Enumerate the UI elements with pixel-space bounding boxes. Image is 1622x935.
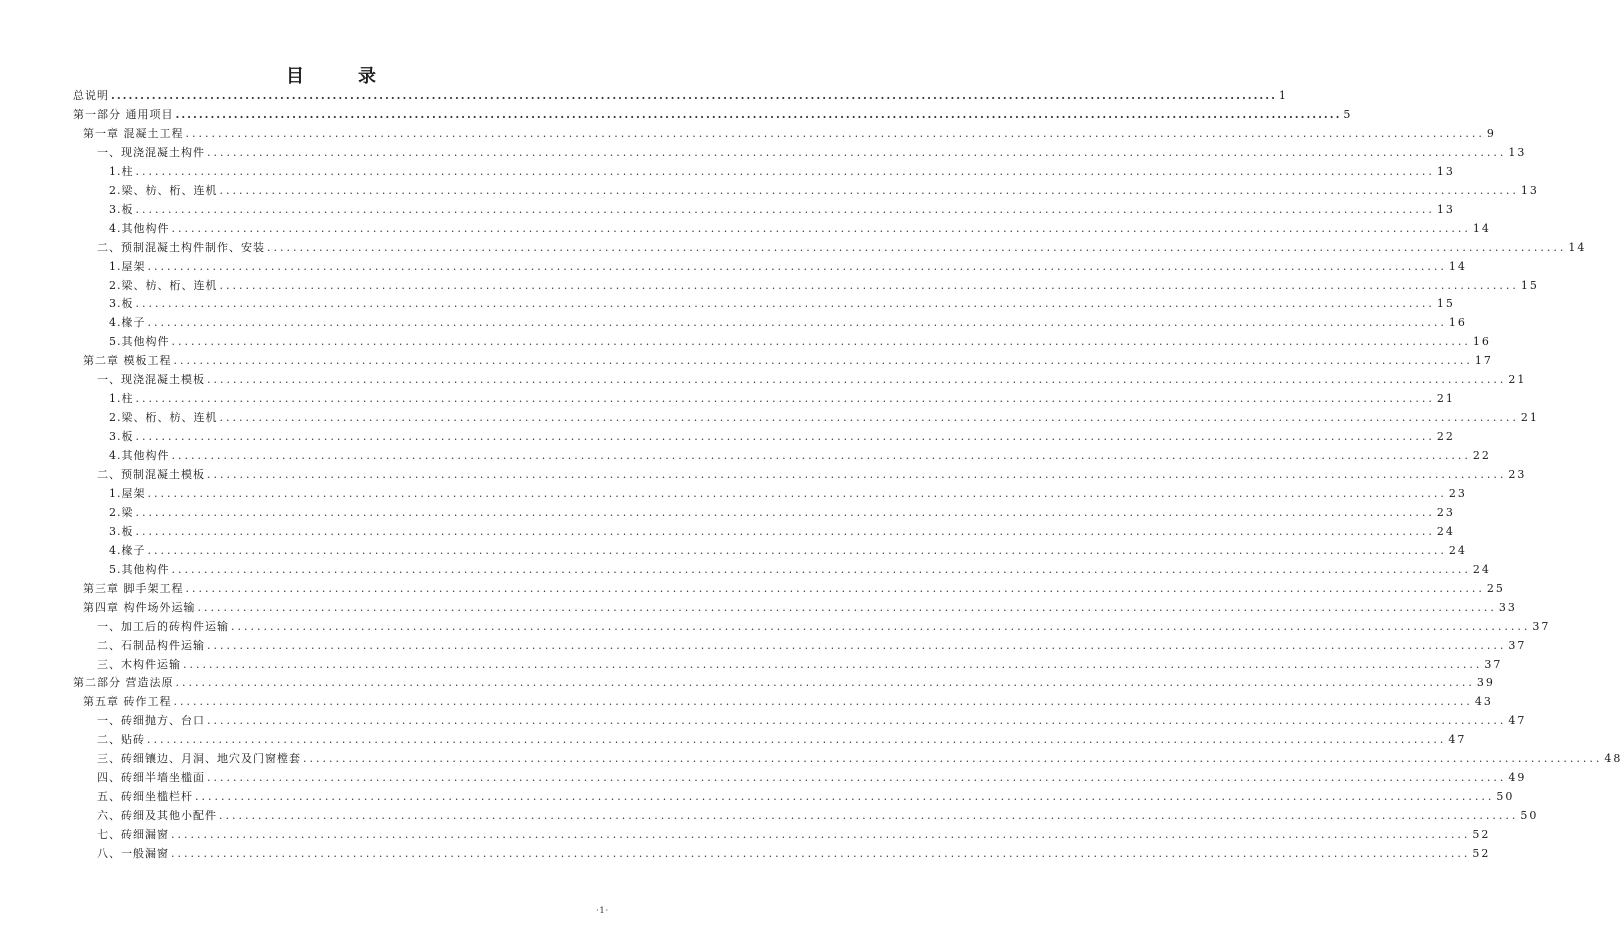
toc-entry-label: 二、贴砖 [97,733,145,747]
toc-entry[interactable] [109,427,1455,446]
toc-dot-leader: ........................................................................................................................................................................................................ [207,373,1507,387]
toc-dot-leader: ........................................................................................................................................................................................................ [171,847,1471,860]
toc-entry-page: 13 [1508,145,1527,159]
toc-dot-leader: ........................................................................................................................................................................................................ [135,202,1435,216]
toc-entry-label: 3.板 [109,202,134,216]
toc-entry-page: 5 [1343,107,1353,121]
toc-entry[interactable] [109,181,1539,200]
toc-entry-label: 4.椽子 [109,543,146,557]
toc-entry-page: 13 [1436,164,1455,178]
toc-entry-page: 39 [1476,676,1495,690]
toc-entry[interactable] [73,673,1495,692]
toc-entry-page: 47 [1508,714,1527,728]
toc-entry-label: 3.板 [109,524,134,538]
toc-entry-page: 23 [1508,468,1527,481]
toc-dot-leader: ........................................................................................................................................................................................................ [111,89,1277,102]
toc-entry[interactable] [73,86,1288,105]
toc-dot-leader: ........................................................................................................................................................................................................ [195,790,1495,804]
toc-dot-leader: ........................................................................................................................................................................................................ [219,411,1519,425]
toc-dot-leader: ........................................................................................................................................................................................................ [219,809,1519,823]
toc-entry-page: 15 [1520,278,1539,292]
toc-dot-leader: ........................................................................................................................................................................................................ [207,771,1507,785]
toc-entry[interactable] [83,124,1496,143]
toc-entry-page: 13 [1520,183,1539,197]
toc-dot-leader: ........................................................................................................................................................................................................ [147,486,1447,500]
toc-entry-page: 1 [1278,89,1288,102]
toc-entry-label: 二、石制品构件运输 [97,638,205,652]
toc-entry-label: 1.屋架 [109,486,146,500]
toc-entry-page: 24 [1448,543,1467,557]
page-title: 目 录 [286,66,394,87]
toc-entry-label: 第四章 构件场外运输 [83,600,196,614]
toc-dot-leader: ........................................................................................................................................................................................................ [135,505,1435,519]
toc-dot-leader: ........................................................................................................................................................................................................ [267,240,1567,254]
toc-entry-label: 4.其他构件 [109,221,170,235]
toc-entry[interactable] [97,143,1527,162]
toc-entry[interactable] [97,768,1527,787]
toc-dot-leader: ........................................................................................................................................................................................................ [175,107,1342,121]
toc-entry[interactable] [97,238,1587,257]
toc-entry[interactable] [83,692,1493,711]
toc-entry-page: 22 [1436,430,1455,444]
toc-entry-page: 14 [1568,240,1587,254]
toc-entry-page: 52 [1472,847,1491,860]
toc-dot-leader: ........................................................................................................................................................................................................ [303,752,1603,766]
toc-entry-page: 22 [1472,449,1491,463]
toc-entry-page: 50 [1520,809,1539,823]
toc-entry-page: 16 [1448,316,1467,330]
toc-entry-page: 13 [1436,202,1455,216]
toc-entry-label: 第一章 混凝土工程 [83,126,184,140]
toc-entry[interactable] [97,787,1515,806]
toc-entry[interactable] [109,446,1491,465]
toc-entry-label: 2.梁、枋、桁、连机 [109,183,218,197]
toc-entry-label: 八、一般漏窗 [97,847,169,860]
toc-entry-label: 1.柱 [109,164,134,178]
toc-entry-label: 第五章 砖作工程 [83,695,172,709]
toc-entry-page: 21 [1520,411,1539,425]
toc-entry[interactable] [97,825,1491,844]
toc-entry-label: 2.梁、枋、桁、连机 [109,278,218,292]
toc-dot-leader: ........................................................................................................................................................................................................ [171,562,1471,576]
toc-entry[interactable] [97,730,1467,749]
toc-dot-leader: ........................................................................................................................................................................................................ [135,392,1435,406]
toc-dot-leader: ........................................................................................................................................................................................................ [171,335,1471,349]
toc-entry-label: 总说明 [73,89,109,102]
toc-entry-label: 第一部分 通用项目 [73,107,174,121]
toc-entry-page: 9 [1486,126,1496,140]
toc-entry-label: 1.柱 [109,392,134,406]
toc-entry-page: 21 [1508,373,1527,387]
toc-entry-label: 4.椽子 [109,316,146,330]
toc-entry-label: 七、砖细漏窗 [97,828,169,842]
toc-entry[interactable] [97,617,1551,636]
toc-dot-leader: ........................................................................................................................................................................................................ [185,581,1485,595]
toc-dot-leader: ........................................................................................................................................................................................................ [207,714,1507,728]
toc-dot-leader: ........................................................................................................................................................................................................ [171,449,1471,463]
toc-entry-label: 三、砖细镶边、月洞、地穴及门窗樘套 [97,752,301,766]
toc-dot-leader: ........................................................................................................................................................................................................ [197,600,1497,614]
toc-entry-label: 3.板 [109,297,134,311]
toc-entry-page: 52 [1472,828,1491,842]
toc-entry-label: 一、砖细抛方、台口 [97,714,205,728]
toc-dot-leader: ........................................................................................................................................................................................................ [147,733,1447,747]
toc-entry[interactable] [109,276,1539,295]
toc-entry-label: 第二部分 营造法原 [73,676,174,690]
toc-entry-label: 第二章 模板工程 [83,354,172,368]
toc-entry-label: 4.其他构件 [109,449,170,463]
toc-entry[interactable] [109,503,1455,522]
toc-entry-label: 一、现浇混凝土构件 [97,145,205,159]
toc-entry-page: 17 [1474,354,1493,368]
toc-entry[interactable] [97,711,1527,730]
toc-entry[interactable] [83,598,1517,617]
toc-entry[interactable] [97,465,1527,484]
toc-dot-leader: ........................................................................................................................................................................................................ [231,619,1531,633]
toc-entry-label: 第三章 脚手架工程 [83,581,184,595]
toc-dot-leader: ........................................................................................................................................................................................................ [135,297,1435,311]
toc-entry-label: 3.板 [109,430,134,444]
toc-dot-leader: ........................................................................................................................................................................................................ [171,221,1471,235]
toc-entry-label: 1.屋架 [109,259,146,273]
toc-entry-page: 14 [1472,221,1491,235]
toc-entry-page: 23 [1448,486,1467,500]
toc-entry-label: 一、现浇混凝土模板 [97,373,205,387]
toc-entry-page: 14 [1448,259,1467,273]
toc-entry-label: 四、砖细半墙坐槛面 [97,771,205,785]
toc-dot-leader: ........................................................................................................................................................................................................ [135,524,1435,538]
toc-entry-page: 24 [1472,562,1491,576]
toc-entry-label: 二、预制混凝土构件制作、安装 [97,240,265,254]
toc-entry[interactable] [97,749,1622,768]
toc-entry-page: 24 [1436,524,1455,538]
toc-entry[interactable] [109,541,1467,560]
toc-dot-leader: ........................................................................................................................................................................................................ [207,638,1507,652]
toc-dot-leader: ........................................................................................................................................................................................................ [147,259,1447,273]
toc-entry-page: 23 [1436,505,1455,519]
toc-entry[interactable] [109,294,1455,313]
toc-entry-page: 49 [1508,771,1527,785]
toc-dot-leader: ........................................................................................................................................................................................................ [219,278,1519,292]
toc-entry-page: 37 [1484,657,1503,671]
toc-dot-leader: ........................................................................................................................................................................................................ [147,543,1447,557]
toc-dot-leader: ........................................................................................................................................................................................................ [135,430,1435,444]
toc-entry[interactable] [109,408,1539,427]
toc-entry[interactable] [97,655,1503,674]
toc-entry-page: 33 [1498,600,1517,614]
toc-entry-page: 37 [1532,619,1551,633]
toc-dot-leader: ........................................................................................................................................................................................................ [175,676,1475,690]
toc-entry[interactable] [97,370,1527,389]
toc-entry[interactable] [109,560,1491,579]
toc-entry-page: 37 [1508,638,1527,652]
toc-entry[interactable] [97,844,1491,863]
toc-entry[interactable] [97,806,1539,825]
toc-dot-leader: ........................................................................................................................................................................................................ [135,164,1435,178]
toc-entry-label: 三、木构件运输 [97,657,181,671]
toc-entry[interactable] [109,200,1455,219]
toc-entry[interactable] [109,522,1455,541]
toc-entry[interactable] [109,313,1467,332]
toc-dot-leader: ........................................................................................................................................................................................................ [219,183,1519,197]
toc-entry-label: 五、砖细坐槛栏杆 [97,790,193,804]
toc-entry-page: 15 [1436,297,1455,311]
toc-entry-label: 5.其他构件 [109,335,170,349]
toc-dot-leader: ........................................................................................................................................................................................................ [207,468,1507,481]
toc-entry-label: 5.其他构件 [109,562,170,576]
toc-entry[interactable] [109,389,1455,408]
toc-entry[interactable] [109,219,1491,238]
toc-entry[interactable] [97,636,1527,655]
toc-dot-leader: ........................................................................................................................................................................................................ [183,657,1483,671]
toc-entry[interactable] [83,579,1505,598]
toc-dot-leader: ........................................................................................................................................................................................................ [171,828,1471,842]
page-number: ·1· [596,906,610,915]
toc-entry[interactable] [83,351,1493,370]
toc-entry-label: 二、预制混凝土模板 [97,468,205,481]
toc-entry-page: 43 [1474,695,1493,709]
toc-entry[interactable] [109,484,1467,503]
toc-entry[interactable] [73,105,1353,124]
toc-entry-label: 2.梁、桁、枋、连机 [109,411,218,425]
toc-dot-leader: ........................................................................................................................................................................................................ [147,316,1447,330]
toc-entry[interactable] [109,162,1455,181]
toc-dot-leader: ........................................................................................................................................................................................................ [207,145,1507,159]
toc-dot-leader: ........................................................................................................................................................................................................ [173,695,1473,709]
toc-entry-page: 21 [1436,392,1455,406]
toc-dot-leader: ........................................................................................................................................................................................................ [185,126,1485,140]
toc-entry-page: 47 [1448,733,1467,747]
toc-entry-label: 一、加工后的砖构件运输 [97,619,229,633]
toc-entry-label: 2.梁 [109,505,134,519]
toc-entry[interactable] [109,332,1491,351]
toc-entry-page: 25 [1486,581,1505,595]
toc-entry-page: 50 [1496,790,1515,804]
toc-entry[interactable] [109,257,1467,276]
toc-entry-page: 16 [1472,335,1491,349]
toc-entry-label: 六、砖细及其他小配件 [97,809,217,823]
toc-entry-page: 48 [1604,752,1622,766]
toc-dot-leader: ........................................................................................................................................................................................................ [173,354,1473,368]
